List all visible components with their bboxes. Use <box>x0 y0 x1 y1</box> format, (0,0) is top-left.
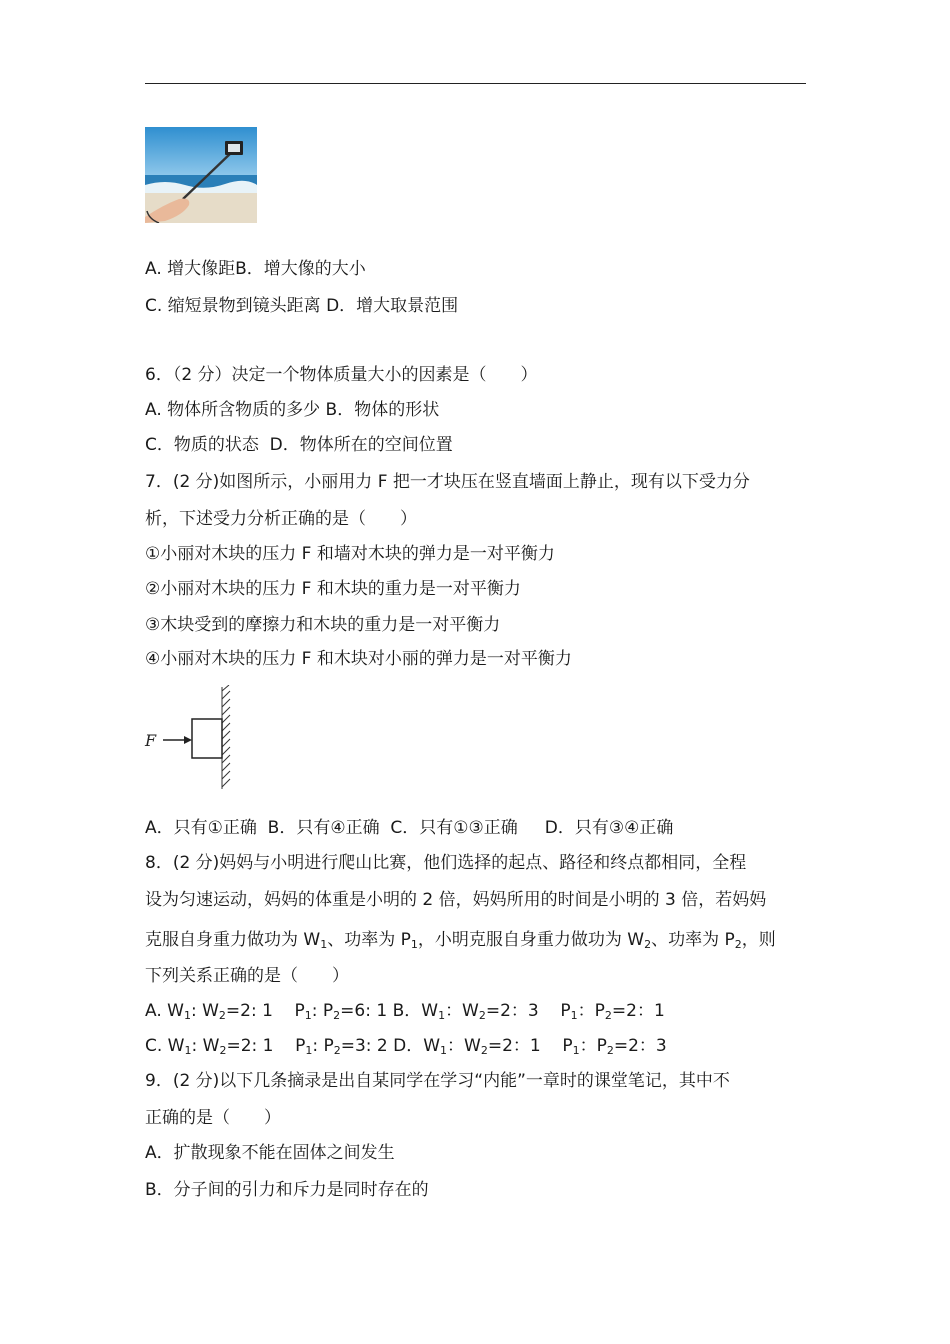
q8-options-a-b: A. $W_1$: $W_2=2$: 1 $P_1$: $P_2=6$: 1 B．$W_1$：$W_2=2$：3 $P_1$：$P_2=2$：1 <box>145 1001 665 1022</box>
q8-stem-line-4: 下列关系正确的是（ ） <box>145 966 349 986</box>
header-rule <box>145 83 806 84</box>
selfie-stick-photo <box>145 127 257 223</box>
q7-statement-1: ①小丽对木块的压力 F 和墙对木块的弹力是一对平衡力 <box>145 544 555 564</box>
wood-block <box>192 719 222 758</box>
q7-statement-2: ②小丽对木块的压力 F 和木块的重力是一对平衡力 <box>145 579 521 599</box>
q8-stem-line-1: 8．(2 分)妈妈与小明进行爬山比赛，他们选择的起点、路径和终点都相同，全程 <box>145 853 747 873</box>
force-arrow-head <box>184 736 192 744</box>
force-label: F <box>145 731 157 750</box>
q5-option-line-1: A. 增大像距B．增大像的大小 <box>145 259 366 279</box>
q7-stem-line-1: 7．(2 分)如图所示，小丽用力 F 把一才块压在竖直墙面上静止，现有以下受力分 <box>145 472 750 492</box>
q6-stem: 6．（2 分）决定一个物体质量大小的因素是（ ） <box>145 365 538 385</box>
q8-stem-line-2: 设为匀速运动，妈妈的体重是小明的 2 倍，妈妈所用的时间是小明的 3 倍，若妈妈 <box>145 890 767 910</box>
q7-stem-line-2: 析，下述受力分析正确的是（ ） <box>145 509 417 529</box>
force-diagram <box>143 685 243 793</box>
q9-stem-line-2: 正确的是（ ） <box>145 1108 281 1128</box>
q7-statement-3: ③木块受到的摩擦力和木块的重力是一对平衡力 <box>145 615 501 635</box>
q6-option-line-2: C．物质的状态 D．物体所在的空间位置 <box>145 435 453 455</box>
q5-option-line-2: C. 缩短景物到镜头距离 D．增大取景范围 <box>145 296 459 316</box>
q7-options: A．只有①正确 B．只有④正确 C．只有①③正确 D．只有③④正确 <box>145 818 674 838</box>
q9-option-b: B．分子间的引力和斥力是同时存在的 <box>145 1180 429 1200</box>
q8-stem-line-3: 克服自身重力做功为 $W_1$、功率为 $P_1$，小明克服自身重力做功为 $W_2$、功率为 $P_2$，则 <box>145 930 776 951</box>
q7-statement-4: ④小丽对木块的压力 F 和木块对小丽的弹力是一对平衡力 <box>145 649 572 669</box>
q9-stem-line-1: 9．(2 分)以下几条摘录是出自某同学在学习“内能”一章时的课堂笔记，其中不 <box>145 1071 730 1091</box>
wall-hatching <box>222 685 230 789</box>
q6-option-line-1: A. 物体所含物质的多少 B．物体的形状 <box>145 400 440 420</box>
q9-option-a: A．扩散现象不能在固体之间发生 <box>145 1143 395 1163</box>
q8-options-c-d: C. $W_1$: $W_2=2$: 1 $P_1$: $P_2=3$: 2 D．$W_1$：$W_2=2$：1 $P_1$：$P_2=2$：3 <box>145 1036 667 1057</box>
